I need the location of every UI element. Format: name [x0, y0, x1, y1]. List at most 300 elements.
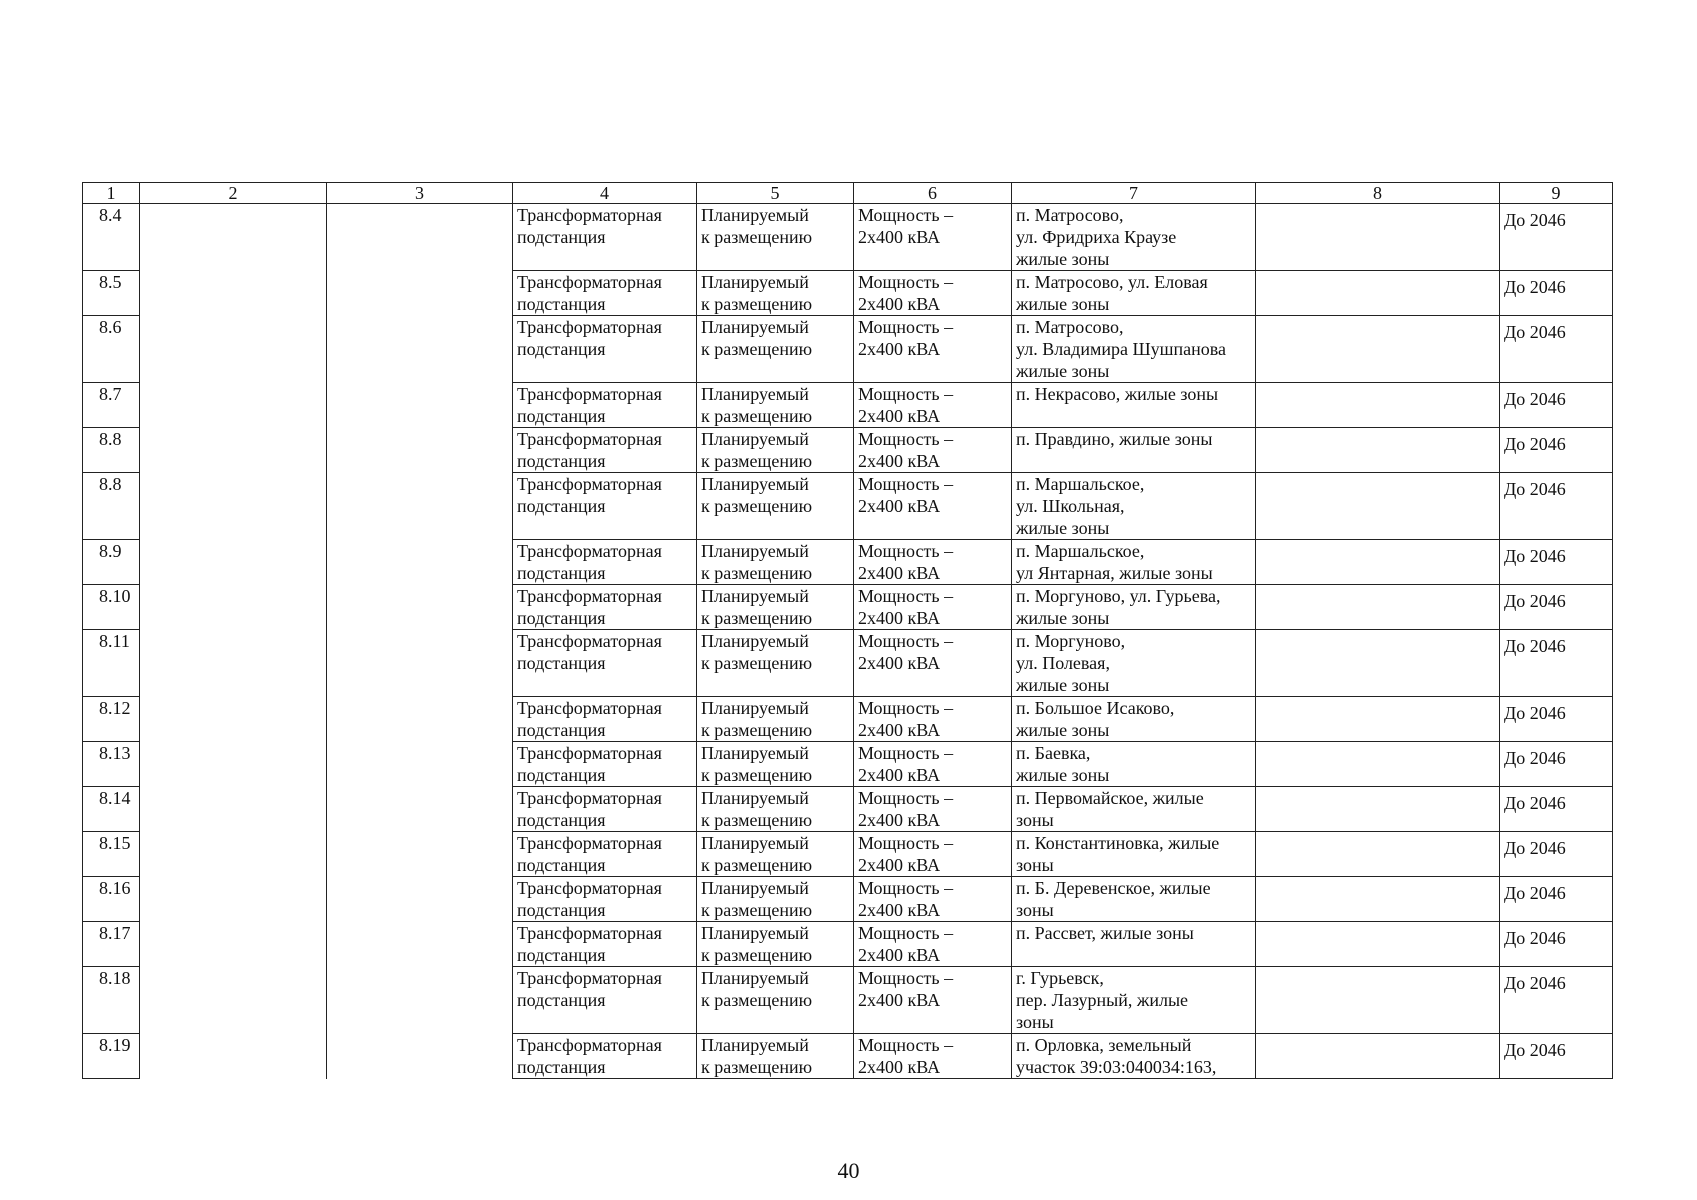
- row-number: 8.6: [83, 316, 140, 383]
- column-number-4: 4: [513, 183, 697, 204]
- object-name: [513, 787, 697, 832]
- object-parameters-line: 2х400 кВА: [858, 339, 941, 359]
- document-sheet: [82, 182, 1612, 1079]
- object-location: [1012, 473, 1256, 540]
- object-name-line: подстанция: [517, 653, 606, 673]
- object-parameters-line: 2х400 кВА: [858, 900, 941, 920]
- object-location-line: ул. Фридриха Краузе: [1016, 227, 1177, 247]
- object-parameters-line: Мощность –: [858, 878, 954, 898]
- object-status-line: к размещению: [701, 945, 813, 965]
- col2-cell: [140, 832, 327, 877]
- object-parameters-line: 2х400 кВА: [858, 720, 941, 740]
- object-parameters-line: Мощность –: [858, 272, 954, 292]
- object-parameters-line: 2х400 кВА: [858, 451, 941, 471]
- implementation-term: До 2046: [1500, 585, 1613, 630]
- zone-cell: [1256, 630, 1500, 697]
- object-status-line: к размещению: [701, 900, 813, 920]
- object-parameters-line: 2х400 кВА: [858, 294, 941, 314]
- table-row: [83, 630, 1613, 697]
- object-location-line: пер. Лазурный, жилые: [1016, 990, 1189, 1010]
- col3-cell: [327, 473, 513, 540]
- column-number-7: 7: [1012, 183, 1256, 204]
- column-number-row: [83, 183, 1613, 204]
- row-number: 8.7: [83, 383, 140, 428]
- object-name-line: Трансформаторная: [517, 631, 662, 651]
- object-location-line: ул. Полевая,: [1016, 653, 1110, 673]
- object-status: [697, 787, 854, 832]
- object-location-line: п. Маршальское,: [1016, 474, 1145, 494]
- col3-cell: [327, 428, 513, 473]
- object-name: [513, 473, 697, 540]
- object-status-line: к размещению: [701, 451, 813, 471]
- object-name: [513, 697, 697, 742]
- table-row: [83, 742, 1613, 787]
- object-status: [697, 585, 854, 630]
- column-number-9: 9: [1500, 183, 1613, 204]
- object-status-line: Планируемый: [701, 923, 809, 943]
- table-row: [83, 428, 1613, 473]
- object-location: [1012, 630, 1256, 697]
- row-number: 8.9: [83, 540, 140, 585]
- row-number: 8.17: [83, 922, 140, 967]
- object-parameters: [854, 383, 1012, 428]
- col3-cell: [327, 697, 513, 742]
- object-name-line: Трансформаторная: [517, 205, 662, 225]
- object-parameters-line: Мощность –: [858, 923, 954, 943]
- row-number: 8.10: [83, 585, 140, 630]
- object-parameters-line: Мощность –: [858, 541, 954, 561]
- col2-cell: [140, 787, 327, 832]
- zone-cell: [1256, 585, 1500, 630]
- implementation-term: До 2046: [1500, 877, 1613, 922]
- object-name-line: подстанция: [517, 406, 606, 426]
- object-parameters: [854, 271, 1012, 316]
- column-number-8: 8: [1256, 183, 1500, 204]
- object-name-line: подстанция: [517, 563, 606, 583]
- object-name-line: Трансформаторная: [517, 384, 662, 404]
- object-name-line: Трансформаторная: [517, 1035, 662, 1055]
- object-parameters: [854, 697, 1012, 742]
- row-number: 8.15: [83, 832, 140, 877]
- object-parameters-line: 2х400 кВА: [858, 1057, 941, 1077]
- object-parameters: [854, 428, 1012, 473]
- object-status-line: Планируемый: [701, 1035, 809, 1055]
- object-status: [697, 540, 854, 585]
- object-parameters-line: 2х400 кВА: [858, 227, 941, 247]
- object-location-line: ул. Школьная,: [1016, 496, 1125, 516]
- object-status: [697, 204, 854, 271]
- object-status-line: Планируемый: [701, 205, 809, 225]
- object-location-line: ул Янтарная, жилые зоны: [1016, 563, 1213, 583]
- col3-cell: [327, 877, 513, 922]
- object-location: [1012, 787, 1256, 832]
- zone-cell: [1256, 787, 1500, 832]
- object-name-line: Трансформаторная: [517, 968, 662, 988]
- implementation-term: До 2046: [1500, 316, 1613, 383]
- facilities-table: [82, 182, 1613, 1079]
- object-status-line: к размещению: [701, 496, 813, 516]
- object-parameters-line: Мощность –: [858, 384, 954, 404]
- table-row: [83, 316, 1613, 383]
- object-status-line: Планируемый: [701, 878, 809, 898]
- col3-cell: [327, 742, 513, 787]
- object-parameters-line: 2х400 кВА: [858, 945, 941, 965]
- object-name-line: подстанция: [517, 855, 606, 875]
- object-location: [1012, 540, 1256, 585]
- object-status-line: Планируемый: [701, 272, 809, 292]
- object-name: [513, 1034, 697, 1079]
- implementation-term: До 2046: [1500, 428, 1613, 473]
- object-location-line: п. Баевка,: [1016, 743, 1091, 763]
- object-name-line: подстанция: [517, 451, 606, 471]
- zone-cell: [1256, 540, 1500, 585]
- object-location: [1012, 832, 1256, 877]
- object-status: [697, 967, 854, 1034]
- object-location-line: п. Матросово,: [1016, 205, 1124, 225]
- row-number: 8.13: [83, 742, 140, 787]
- implementation-term: До 2046: [1500, 473, 1613, 540]
- zone-cell: [1256, 271, 1500, 316]
- row-number: 8.12: [83, 697, 140, 742]
- page-number: 40: [837, 1158, 860, 1183]
- object-parameters: [854, 787, 1012, 832]
- object-location-line: п. Некрасово, жилые зоны: [1016, 384, 1219, 404]
- col2-cell: [140, 271, 327, 316]
- object-parameters-line: Мощность –: [858, 631, 954, 651]
- object-location-line: п. Матросово,: [1016, 317, 1124, 337]
- column-number-1: 1: [83, 183, 140, 204]
- zone-cell: [1256, 877, 1500, 922]
- object-location-line: зоны: [1016, 1012, 1054, 1032]
- object-status: [697, 877, 854, 922]
- object-location-line: п. Моргуново, ул. Гурьева,: [1016, 586, 1221, 606]
- object-status-line: Планируемый: [701, 788, 809, 808]
- col3-cell: [327, 787, 513, 832]
- object-parameters: [854, 316, 1012, 383]
- object-parameters: [854, 1034, 1012, 1079]
- object-parameters: [854, 922, 1012, 967]
- col2-cell: [140, 1034, 327, 1079]
- object-status-line: к размещению: [701, 339, 813, 359]
- object-status-line: Планируемый: [701, 429, 809, 449]
- object-status: [697, 630, 854, 697]
- implementation-term: До 2046: [1500, 1034, 1613, 1079]
- object-parameters-line: Мощность –: [858, 1035, 954, 1055]
- row-number: 8.11: [83, 630, 140, 697]
- col2-cell: [140, 473, 327, 540]
- object-name-line: подстанция: [517, 765, 606, 785]
- object-location-line: жилые зоны: [1016, 720, 1110, 740]
- table-row: [83, 540, 1613, 585]
- object-name-line: подстанция: [517, 1057, 606, 1077]
- zone-cell: [1256, 473, 1500, 540]
- object-name: [513, 204, 697, 271]
- object-name-line: Трансформаторная: [517, 317, 662, 337]
- col3-cell: [327, 316, 513, 383]
- table-row: [83, 585, 1613, 630]
- col2-cell: [140, 204, 327, 271]
- zone-cell: [1256, 428, 1500, 473]
- col3-cell: [327, 204, 513, 271]
- table-row: [83, 1034, 1613, 1079]
- object-status-line: Планируемый: [701, 968, 809, 988]
- object-status-line: Планируемый: [701, 474, 809, 494]
- object-location: [1012, 383, 1256, 428]
- col3-cell: [327, 967, 513, 1034]
- row-number: 8.19: [83, 1034, 140, 1079]
- implementation-term: До 2046: [1500, 742, 1613, 787]
- row-number: 8.18: [83, 967, 140, 1034]
- object-status: [697, 742, 854, 787]
- col3-cell: [327, 383, 513, 428]
- object-name-line: Трансформаторная: [517, 474, 662, 494]
- object-status: [697, 473, 854, 540]
- object-location: [1012, 585, 1256, 630]
- col3-cell: [327, 630, 513, 697]
- implementation-term: До 2046: [1500, 271, 1613, 316]
- object-location: [1012, 697, 1256, 742]
- object-parameters: [854, 877, 1012, 922]
- zone-cell: [1256, 742, 1500, 787]
- object-status-line: к размещению: [701, 608, 813, 628]
- column-number-3: 3: [327, 183, 513, 204]
- object-location-line: ул. Владимира Шушпанова: [1016, 339, 1226, 359]
- object-location-line: п. Константиновка, жилые: [1016, 833, 1220, 853]
- object-name: [513, 428, 697, 473]
- object-parameters: [854, 585, 1012, 630]
- object-location-line: жилые зоны: [1016, 249, 1110, 269]
- col3-cell: [327, 540, 513, 585]
- object-name-line: подстанция: [517, 339, 606, 359]
- object-parameters-line: 2х400 кВА: [858, 653, 941, 673]
- object-parameters-line: 2х400 кВА: [858, 608, 941, 628]
- object-status: [697, 316, 854, 383]
- object-parameters: [854, 832, 1012, 877]
- table-row: [83, 787, 1613, 832]
- zone-cell: [1256, 832, 1500, 877]
- col2-cell: [140, 316, 327, 383]
- object-name-line: Трансформаторная: [517, 541, 662, 561]
- object-location-line: зоны: [1016, 855, 1054, 875]
- object-parameters-line: 2х400 кВА: [858, 496, 941, 516]
- object-parameters-line: 2х400 кВА: [858, 810, 941, 830]
- col2-cell: [140, 877, 327, 922]
- col2-cell: [140, 922, 327, 967]
- object-name: [513, 316, 697, 383]
- object-name-line: Трансформаторная: [517, 788, 662, 808]
- object-location-line: жилые зоны: [1016, 361, 1110, 381]
- col2-cell: [140, 697, 327, 742]
- object-location-line: п. Б. Деревенское, жилые: [1016, 878, 1211, 898]
- implementation-term: До 2046: [1500, 967, 1613, 1034]
- object-name: [513, 877, 697, 922]
- table-row: [83, 832, 1613, 877]
- object-location-line: п. Орловка, земельный: [1016, 1035, 1192, 1055]
- col3-cell: [327, 1034, 513, 1079]
- object-parameters-line: Мощность –: [858, 429, 954, 449]
- table-body: [83, 204, 1613, 1079]
- object-status-line: к размещению: [701, 855, 813, 875]
- object-location-line: п. Первомайское, жилые: [1016, 788, 1204, 808]
- zone-cell: [1256, 204, 1500, 271]
- object-name: [513, 922, 697, 967]
- object-location-line: зоны: [1016, 900, 1054, 920]
- object-parameters-line: Мощность –: [858, 698, 954, 718]
- object-parameters: [854, 630, 1012, 697]
- implementation-term: До 2046: [1500, 787, 1613, 832]
- object-status-line: к размещению: [701, 563, 813, 583]
- column-number-2: 2: [140, 183, 327, 204]
- object-location: [1012, 428, 1256, 473]
- object-status-line: к размещению: [701, 294, 813, 314]
- object-status-line: к размещению: [701, 1057, 813, 1077]
- object-parameters-line: 2х400 кВА: [858, 855, 941, 875]
- object-status: [697, 697, 854, 742]
- object-status-line: к размещению: [701, 653, 813, 673]
- object-name-line: Трансформаторная: [517, 429, 662, 449]
- object-status: [697, 383, 854, 428]
- object-parameters: [854, 967, 1012, 1034]
- object-status-line: Планируемый: [701, 698, 809, 718]
- object-location: [1012, 742, 1256, 787]
- object-status: [697, 271, 854, 316]
- object-name-line: Трансформаторная: [517, 923, 662, 943]
- col2-cell: [140, 585, 327, 630]
- object-status-line: к размещению: [701, 227, 813, 247]
- object-status-line: Планируемый: [701, 317, 809, 337]
- object-name-line: подстанция: [517, 900, 606, 920]
- object-parameters: [854, 204, 1012, 271]
- object-location: [1012, 1034, 1256, 1079]
- implementation-term: До 2046: [1500, 383, 1613, 428]
- object-parameters-line: 2х400 кВА: [858, 563, 941, 583]
- implementation-term: До 2046: [1500, 540, 1613, 585]
- zone-cell: [1256, 697, 1500, 742]
- object-name-line: подстанция: [517, 496, 606, 516]
- col2-cell: [140, 383, 327, 428]
- row-number: 8.8: [83, 473, 140, 540]
- object-parameters-line: Мощность –: [858, 205, 954, 225]
- object-parameters: [854, 473, 1012, 540]
- object-name: [513, 967, 697, 1034]
- zone-cell: [1256, 967, 1500, 1034]
- object-location-line: п. Моргуново,: [1016, 631, 1126, 651]
- object-name-line: подстанция: [517, 990, 606, 1010]
- object-status-line: к размещению: [701, 810, 813, 830]
- object-name-line: Трансформаторная: [517, 698, 662, 718]
- col2-cell: [140, 428, 327, 473]
- object-status: [697, 832, 854, 877]
- object-status-line: Планируемый: [701, 631, 809, 651]
- col3-cell: [327, 832, 513, 877]
- row-number: 8.8: [83, 428, 140, 473]
- object-name-line: подстанция: [517, 608, 606, 628]
- object-status-line: к размещению: [701, 990, 813, 1010]
- column-number-5: 5: [697, 183, 854, 204]
- col2-cell: [140, 967, 327, 1034]
- object-name-line: Трансформаторная: [517, 833, 662, 853]
- object-location: [1012, 271, 1256, 316]
- object-parameters-line: Мощность –: [858, 474, 954, 494]
- row-number: 8.4: [83, 204, 140, 271]
- object-parameters-line: Мощность –: [858, 968, 954, 988]
- col3-cell: [327, 585, 513, 630]
- object-name-line: подстанция: [517, 810, 606, 830]
- table-row: [83, 967, 1613, 1034]
- table-row: [83, 922, 1613, 967]
- table-row: [83, 383, 1613, 428]
- col2-cell: [140, 540, 327, 585]
- object-name-line: подстанция: [517, 294, 606, 314]
- implementation-term: До 2046: [1500, 630, 1613, 697]
- object-location-line: зоны: [1016, 810, 1054, 830]
- object-parameters-line: Мощность –: [858, 833, 954, 853]
- object-status-line: Планируемый: [701, 541, 809, 561]
- object-location-line: п. Матросово, ул. Еловая: [1016, 272, 1208, 292]
- zone-cell: [1256, 1034, 1500, 1079]
- object-status-line: к размещению: [701, 765, 813, 785]
- table-row: [83, 697, 1613, 742]
- object-name: [513, 585, 697, 630]
- object-name: [513, 271, 697, 316]
- object-status-line: Планируемый: [701, 586, 809, 606]
- object-name-line: подстанция: [517, 720, 606, 740]
- object-location-line: жилые зоны: [1016, 608, 1110, 628]
- col3-cell: [327, 271, 513, 316]
- implementation-term: До 2046: [1500, 204, 1613, 271]
- object-name-line: Трансформаторная: [517, 743, 662, 763]
- row-number: 8.16: [83, 877, 140, 922]
- object-location: [1012, 967, 1256, 1034]
- object-location-line: участок 39:03:040034:163,: [1016, 1057, 1217, 1077]
- table-row: [83, 204, 1613, 271]
- object-location-line: жилые зоны: [1016, 518, 1110, 538]
- object-location-line: жилые зоны: [1016, 765, 1110, 785]
- col2-cell: [140, 742, 327, 787]
- object-parameters-line: Мощность –: [858, 586, 954, 606]
- object-name-line: Трансформаторная: [517, 586, 662, 606]
- object-location: [1012, 922, 1256, 967]
- object-status-line: к размещению: [701, 406, 813, 426]
- object-location-line: п. Рассвет, жилые зоны: [1016, 923, 1194, 943]
- object-parameters-line: Мощность –: [858, 788, 954, 808]
- object-status: [697, 922, 854, 967]
- object-parameters: [854, 742, 1012, 787]
- object-parameters: [854, 540, 1012, 585]
- implementation-term: До 2046: [1500, 832, 1613, 877]
- object-status: [697, 1034, 854, 1079]
- implementation-term: До 2046: [1500, 922, 1613, 967]
- object-status-line: Планируемый: [701, 743, 809, 763]
- zone-cell: [1256, 922, 1500, 967]
- object-name: [513, 383, 697, 428]
- object-status-line: Планируемый: [701, 384, 809, 404]
- object-name-line: Трансформаторная: [517, 272, 662, 292]
- object-location: [1012, 877, 1256, 922]
- object-location-line: п. Маршальское,: [1016, 541, 1145, 561]
- object-status-line: Планируемый: [701, 833, 809, 853]
- object-name-line: подстанция: [517, 227, 606, 247]
- object-parameters-line: 2х400 кВА: [858, 765, 941, 785]
- object-location-line: жилые зоны: [1016, 294, 1110, 314]
- implementation-term: До 2046: [1500, 697, 1613, 742]
- table-row: [83, 877, 1613, 922]
- object-location-line: п. Большое Исаково,: [1016, 698, 1175, 718]
- object-name-line: Трансформаторная: [517, 878, 662, 898]
- object-name: [513, 742, 697, 787]
- table-row: [83, 473, 1613, 540]
- zone-cell: [1256, 383, 1500, 428]
